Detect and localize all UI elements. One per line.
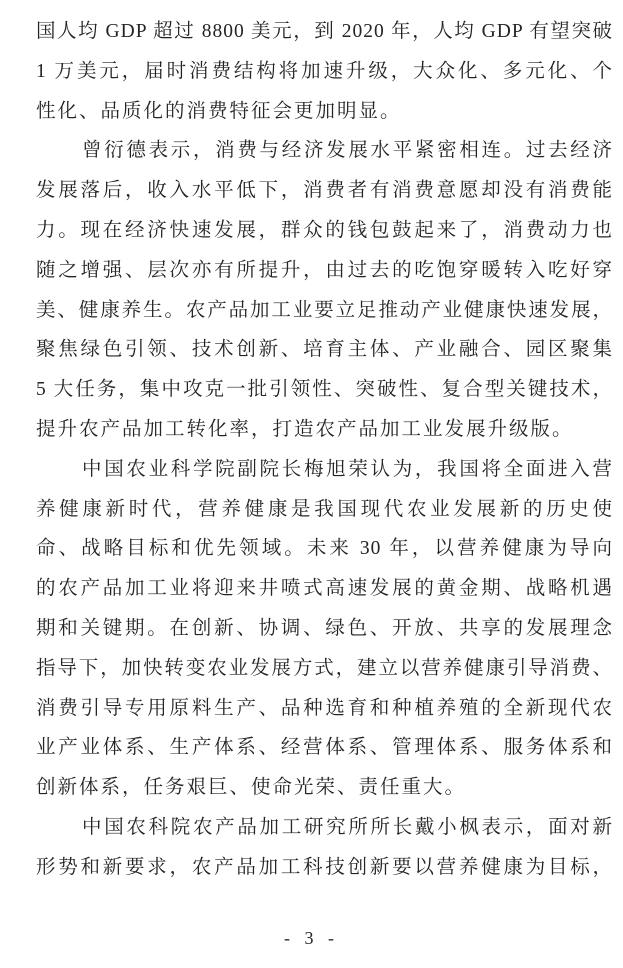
text-line: 养健康新时代，营养健康是我国现代农业发展新的历史使 — [36, 498, 613, 520]
text-line: 中国农业科学院副院长梅旭荣认为，我国将全面进入营 — [82, 458, 613, 480]
text-line: 1 万美元，届时消费结构将加速升级，大众化、多元化、个 — [36, 60, 613, 82]
text-line: 命、战略目标和优先领域。未来 30 年，以营养健康为导向 — [36, 538, 613, 560]
text-line: 期和关键期。在创新、协调、绿色、开放、共享的发展理念 — [36, 617, 613, 639]
text-line: 性化、品质化的消费特征会更加明显。 — [36, 100, 402, 122]
text-line: 5 大任务，集中攻克一批引领性、突破性、复合型关键技术， — [36, 379, 613, 401]
text-line: 业产业体系、生产体系、经营体系、管理体系、服务体系和 — [36, 737, 613, 759]
text-line: 力。现在经济快速发展，群众的钱包鼓起来了，消费动力也 — [36, 219, 613, 241]
text-line: 提升农产品加工转化率，打造农产品加工业发展升级版。 — [36, 418, 574, 440]
text-line: 形势和新要求，农产品加工科技创新要以营养健康为目标， — [36, 856, 613, 878]
text-line: 曾衍德表示，消费与经济发展水平紧密相连。过去经济 — [82, 140, 613, 162]
text-line: 的农产品加工业将迎来井喷式高速发展的黄金期、战略机遇 — [36, 578, 613, 600]
text-line: 美、健康养生。农产品加工业要立足推动产业健康快速发展， — [36, 299, 613, 321]
text-line: 国人均 GDP 超过 8800 美元，到 2020 年，人均 GDP 有望突破 — [36, 21, 613, 42]
text-line: 发展落后，收入水平低下，消费者有消费意愿却没有消费能 — [36, 180, 613, 202]
text-line: 中国农科院农产品加工研究所所长戴小枫表示，面对新 — [82, 816, 613, 838]
text-line: 消费引导专用原料生产、品种选育和种植养殖的全新现代农 — [36, 697, 613, 719]
text-line: 指导下，加快转变农业发展方式，建立以营养健康引导消费、 — [36, 657, 613, 679]
text-line: 随之增强、层次亦有所提升，由过去的吃饱穿暖转入吃好穿 — [36, 259, 613, 281]
text-line: 聚焦绿色引领、技术创新、培育主体、产业融合、园区聚集 — [36, 339, 613, 361]
document-body — [36, 12, 613, 888]
page-number: - 3 - — [284, 928, 339, 948]
text-line: 创新体系，任务艰巨、使命光荣、责任重大。 — [36, 777, 467, 799]
